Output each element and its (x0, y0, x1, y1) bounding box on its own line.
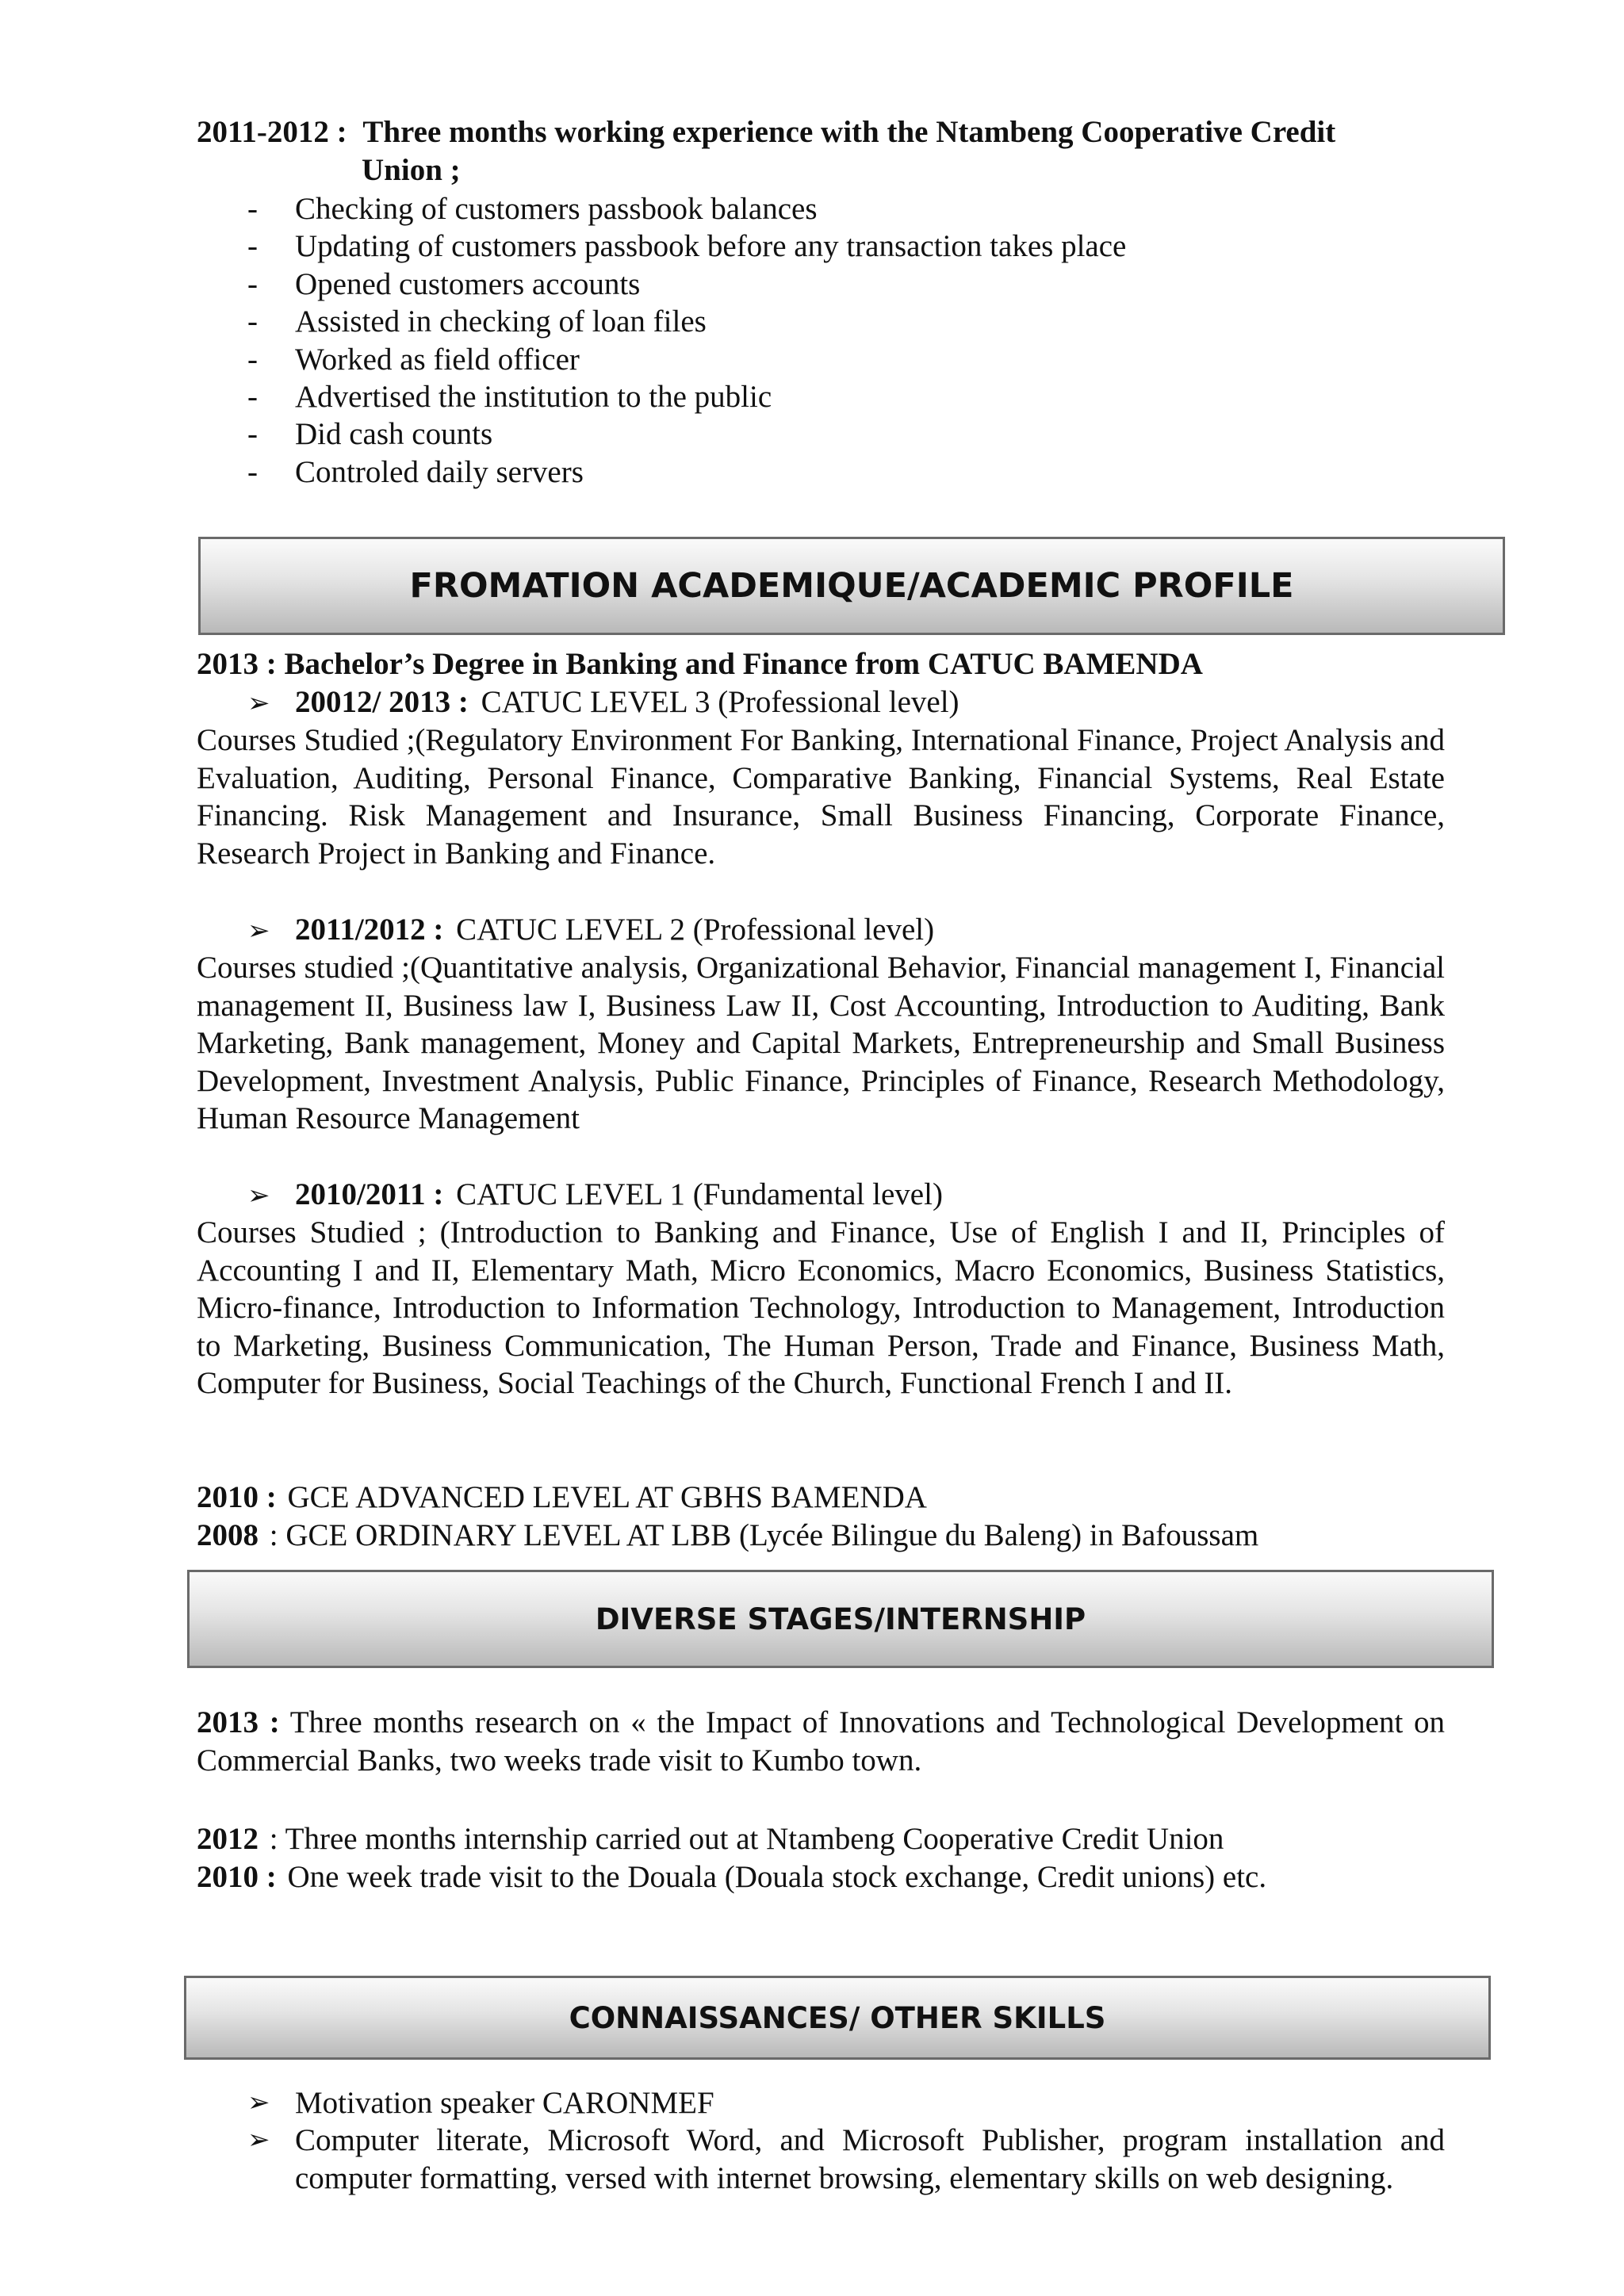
arrow-bullet-icon: ➢ (247, 2126, 270, 2155)
level-1-courses: Courses Studied ; (Introduction to Banking and Finance, Use of English I and II, Principles of Accounting I and II, Elementary Math, Micro Economics, Macro Economics, Business Statistics, Micro-finance, Introduction to Information Technology, Introduction to Management, Introduction to Marketing, Business Communication, The Human Person, Trade and Finance, Business Math, Computer for Business, Social Teachings of the Church, Functional French I and II. (197, 1215, 1445, 1400)
experience-heading (197, 113, 1335, 151)
level-1-heading: ➢ 2010/2011 : CATUC LEVEL 1 (Fundamental level) (247, 1176, 943, 1215)
arrow-bullet-icon: ➢ (247, 689, 270, 718)
arrow-bullet-icon: ➢ (247, 1181, 270, 1211)
degree-line: 2013 : Bachelor’s Degree in Banking and Finance from CATUC BAMENDA (197, 647, 1203, 681)
list-item: - Updating of customers passbook before any transaction takes place (247, 229, 1127, 264)
list-item: ➢ Motivation speaker CARONMEF (247, 2086, 714, 2120)
internship-title: DIVERSE STAGES/INTERNSHIP (595, 1601, 1086, 1636)
skills-title: CONNAISSANCES/ OTHER SKILLS (569, 2000, 1106, 2035)
skills-banner (184, 1976, 1491, 2060)
academic-profile-banner (198, 537, 1505, 635)
academic-profile-title: FROMATION ACADEMIQUE/ACADEMIC PROFILE (409, 566, 1294, 606)
internship-banner (187, 1570, 1494, 1668)
list-item: - Did cash counts (247, 417, 493, 452)
skills-list (247, 2084, 1445, 2197)
gce-advanced-line: 2010 : GCE ADVANCED LEVEL AT GBHS BAMENDA (197, 1480, 927, 1514)
level-3-courses: Courses Studied ;(Regulatory Environment For Banking, International Finance, Project Analysis and Evaluation, Auditing, Personal Finance, Comparative Banking, Financial Systems, Real Estate Financing. Risk Management and Insurance, Small Business Financing, Corporate Finance, Research Project in Banking and Finance. (197, 723, 1445, 871)
list-item: ➢ Computer literate, Microsoft Word, and Microsoft Publisher, program installation and computer formatting, versed with internet browsing, elementary skills on web designing. (247, 2122, 1445, 2197)
level-2-heading: ➢ 2011/2012 : CATUC LEVEL 2 (Professional level) (247, 911, 934, 950)
arrow-bullet-icon: ➢ (247, 916, 270, 946)
list-item: - Advertised the institution to the public (247, 380, 772, 415)
level-3-heading: ➢ 20012/ 2013 : CATUC LEVEL 3 (Professional level) (247, 683, 959, 722)
internship-item-2013: 2013 : Three months research on « the Impact of Innovations and Technological Development on Commercial Banks, two weeks trade visit to Kumbo town. (197, 1705, 1446, 1777)
internship-item-2012: 2012 : Three months internship carried out at Ntambeng Cooperative Credit Union (197, 1822, 1224, 1856)
list-item: - Worked as field officer (247, 342, 580, 377)
experience-title: Three months working experience with the Ntambeng Cooperative Credit (362, 115, 1336, 149)
list-item: - Assisted in checking of loan files (247, 304, 707, 339)
level-2-courses: Courses studied ;(Quantitative analysis, Organizational Behavior, Financial management I, Financial management II, Business law I, Business Law II, Cost Accounting, Introduction to Auditing, Bank Marketing, Bank management, Money and Capital Markets, Entrepreneurship and Small Business Development, Investment Analysis, Public Finance, Principles of Finance, Research Methodology, Human Resource Management (197, 951, 1445, 1135)
experience-title-continued: Union ; (362, 153, 461, 187)
arrow-bullet-icon: ➢ (247, 2088, 270, 2118)
list-item: - Opened customers accounts (247, 266, 641, 301)
list-item: - Checking of customers passbook balances (247, 192, 818, 226)
gce-ordinary-line: 2008 : GCE ORDINARY LEVEL AT LBB (Lycée Bilingue du Baleng) in Bafoussam (197, 1518, 1259, 1552)
experience-year: 2011-2012 : (197, 115, 347, 149)
list-item: - Controled daily servers (247, 454, 584, 489)
internship-item-2010: 2010 : One week trade visit to the Douala (Douala stock exchange, Credit unions) etc. (197, 1860, 1267, 1894)
duties-list (247, 190, 1126, 491)
